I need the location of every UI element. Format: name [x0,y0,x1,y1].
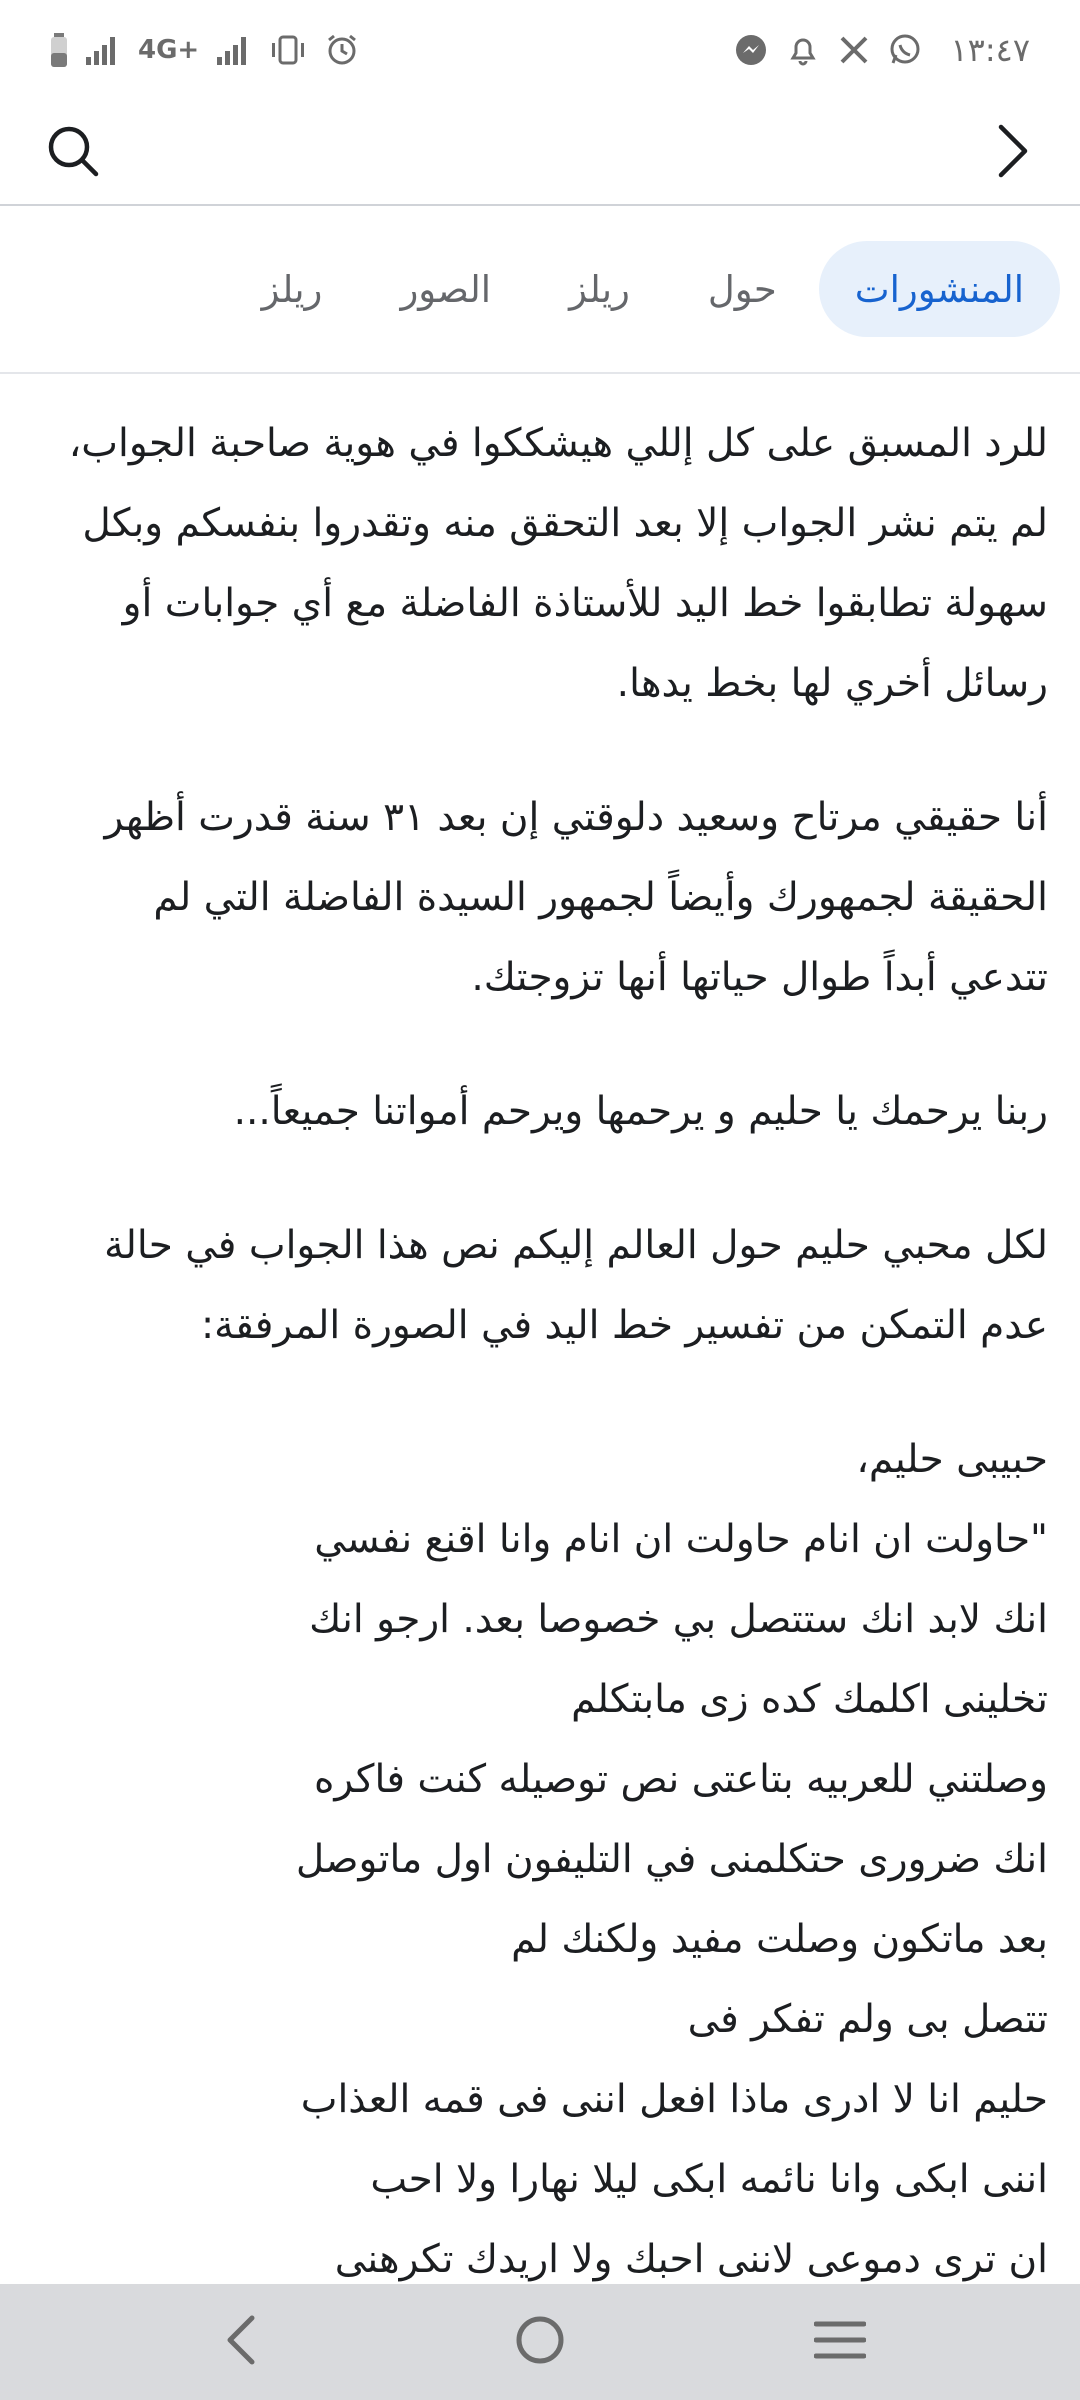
tab-about[interactable]: حول [707,267,777,311]
clock-time: ١٣:٤٧ [950,31,1030,69]
letter-text [50,1420,1048,2300]
signal-icon-2 [217,35,251,65]
search-icon [45,123,101,183]
letter-line: انك لابد انك ستتصل بي خصوصا بعد. ارجو انك [309,1597,1048,1642]
recents-nav-icon [814,2318,866,2366]
battery-icon [50,33,68,67]
x-app-icon [838,34,870,66]
signal-icon [86,35,120,65]
nav-recents-button[interactable] [790,2292,890,2392]
letter-line: بعد ماتكون وصلت مفيد ولكنك لم [511,1917,1048,1962]
whatsapp-icon [888,33,922,67]
home-nav-icon [514,2314,566,2370]
status-right-icons [734,31,1030,69]
profile-tabs [0,206,1080,374]
tab-photos[interactable]: الصور [400,267,492,311]
nav-back-button[interactable] [190,2292,290,2392]
letter-line: ان ترى دموعى لاننى احبك ولا اريدك تكرهنى [334,2237,1048,2282]
back-nav-icon [220,2314,260,2370]
app-header [0,100,1080,206]
chevron-right-icon [991,123,1031,183]
post-body [0,374,1080,2300]
letter-line: تخلينى اكلمك كده زى مابتكلم [571,1677,1048,1722]
status-bar [0,0,1080,100]
tab-reels[interactable]: ريلز [569,267,630,311]
post-paragraph: لكل محبي حليم حول العالم إليكم نص هذا الجواب في حالة عدم التمكن من تفسير خط اليد في الصورة المرفقة: [104,1223,1048,1348]
status-left-icons [50,33,359,67]
system-nav-bar [0,2284,1080,2400]
post-paragraph: ربنا يرحمك يا حليم و يرحمها ويرحم أمواتنا جميعاً... [233,1089,1048,1134]
letter-line: تتصل بى ولم تفكر فى [687,1997,1048,2042]
letter-line: اننى ابكى وانا نائمه ابكى ليلا نهارا ولا احب [370,2157,1048,2202]
messenger-icon [734,33,768,67]
post-paragraph: أنا حقيقي مرتاح وسعيد دلوقتي إن بعد ٣١ سنة قدرت أظهر الحقيقة لجمهورك وأيضاً لجمهور السيدة الفاضلة التي لم تتدعي أبداً طوال حياتها أنها تزوجتك. [104,795,1048,1000]
tab-reels-2[interactable]: ريلز [261,267,323,311]
letter-line: "حاولت ان انام حاولت ان انام وانا اقنع نفسي [314,1517,1048,1562]
notification-bell-icon [786,33,820,67]
tab-posts[interactable]: المنشورات [819,241,1060,337]
letter-line: حليم انا لا ادرى ماذا افعل اننى فى قمه العذاب [300,2077,1048,2122]
letter-line: حبيبى حليم، [856,1437,1048,1482]
search-button[interactable] [38,118,108,188]
letter-line: انك ضرورى حتكلمنى في التليفون اول ماتوصل [295,1837,1048,1882]
post-paragraph: للرد المسبق على كل إللي هيشككوا في هوية صاحبة الجواب، لم يتم نشر الجواب إلا بعد التحقق منه وتقدروا بنفسكم وبكل سهولة تطابقوا خط اليد للأستاذة الفاضلة مع أي جوابات أو رسائل أخري لها بخط يدها. [68,421,1048,706]
back-button[interactable] [976,118,1046,188]
letter-line: وصلتني للعربيه بتاعتى نص توصيله كنت فاكره [313,1757,1048,1802]
nav-home-button[interactable] [490,2292,590,2392]
alarm-icon [325,33,359,67]
network-type-label: 4G+ [138,35,200,65]
vibrate-icon [269,35,307,65]
